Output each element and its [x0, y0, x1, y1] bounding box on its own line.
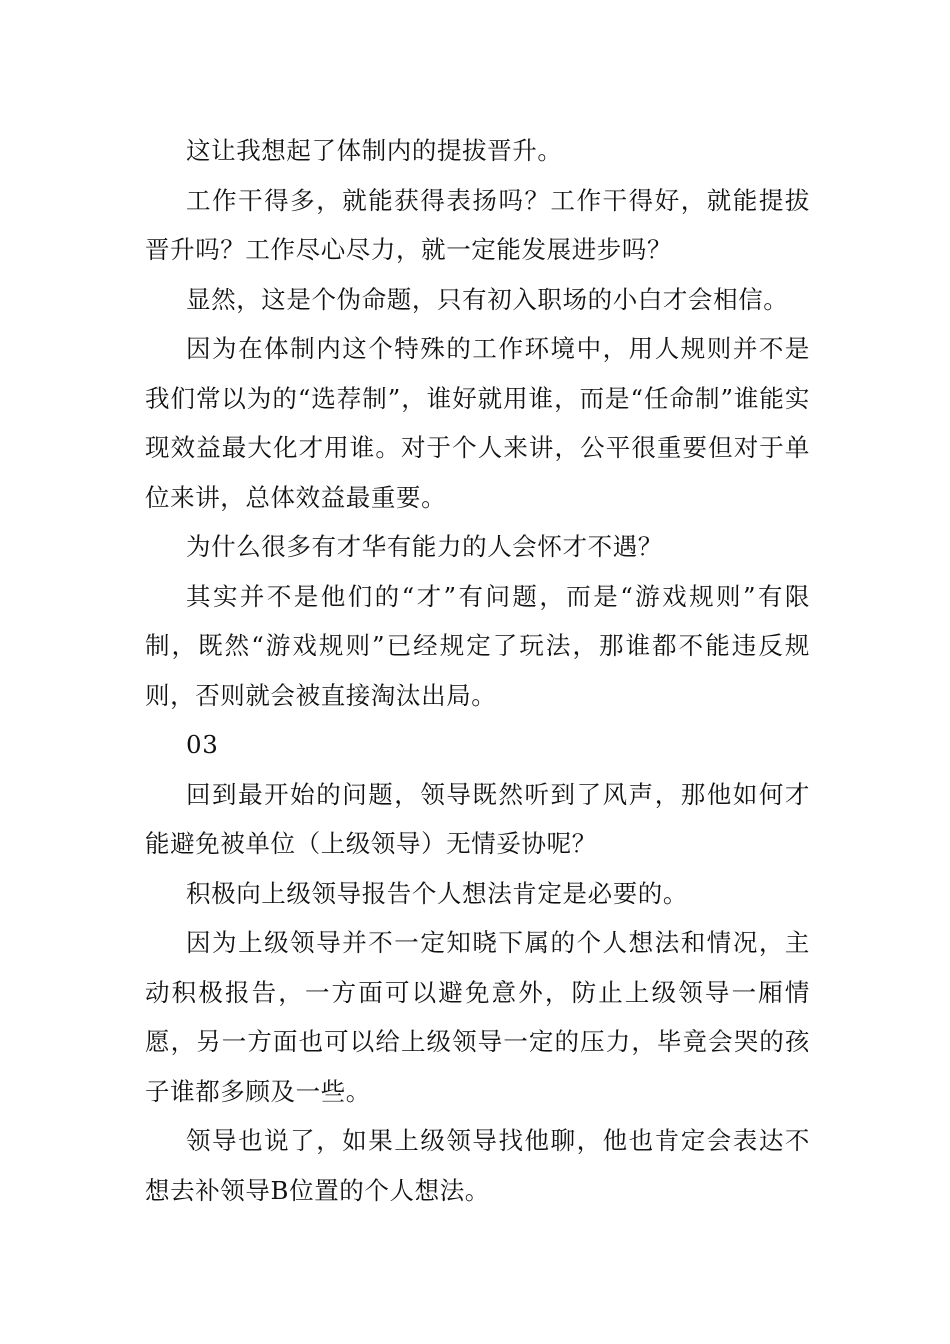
paragraph: 这让我想起了体制内的提拔晋升。 [186, 136, 563, 165]
paragraph: 领导也说了，如果上级领导找他聊，他也肯定会表达不想去补领导B位置的个人想法。 [145, 1126, 810, 1205]
paragraph: 因为在体制内这个特殊的工作环境中，用人规则并不是我们常以为的“选荐制”，谁好就用谁，而是“任命制”谁能实现效益最大化才用谁。对于个人来讲，公平很重要但对于单位来讲，总体效益最重要。 [145, 334, 810, 512]
paragraph: 因为上级领导并不一定知晓下属的个人想法和情况，主动积极报告，一方面可以避免意外，防止上级领导一厢情愿，另一方面也可以给上级领导一定的压力，毕竟会哭的孩子谁都多顾及一些。 [145, 928, 810, 1106]
document-body [145, 126, 810, 1215]
paragraph: 显然，这是个伪命题，只有初入职场的小白才会相信。 [186, 284, 789, 314]
paragraph: 工作干得多，就能获得表扬吗？工作干得好，就能提拔晋升吗？工作尽心尽力，就一定能发展进步吗？ [145, 185, 810, 264]
paragraph: 为什么很多有才华有能力的人会怀才不遇？ [186, 532, 663, 561]
section-number: 03 [186, 730, 219, 759]
paragraph: 积极向上级领导报告个人想法肯定是必要的。 [186, 878, 688, 908]
paragraph: 其实并不是他们的“才”有问题，而是“游戏规则”有限制，既然“游戏规则”已经规定了玩法，那谁都不能违反规则，否则就会被直接淘汰出局。 [145, 581, 810, 710]
paragraph: 回到最开始的问题，领导既然听到了风声，那他如何才能避免被单位（上级领导）无情妥协呢？ [145, 779, 810, 858]
